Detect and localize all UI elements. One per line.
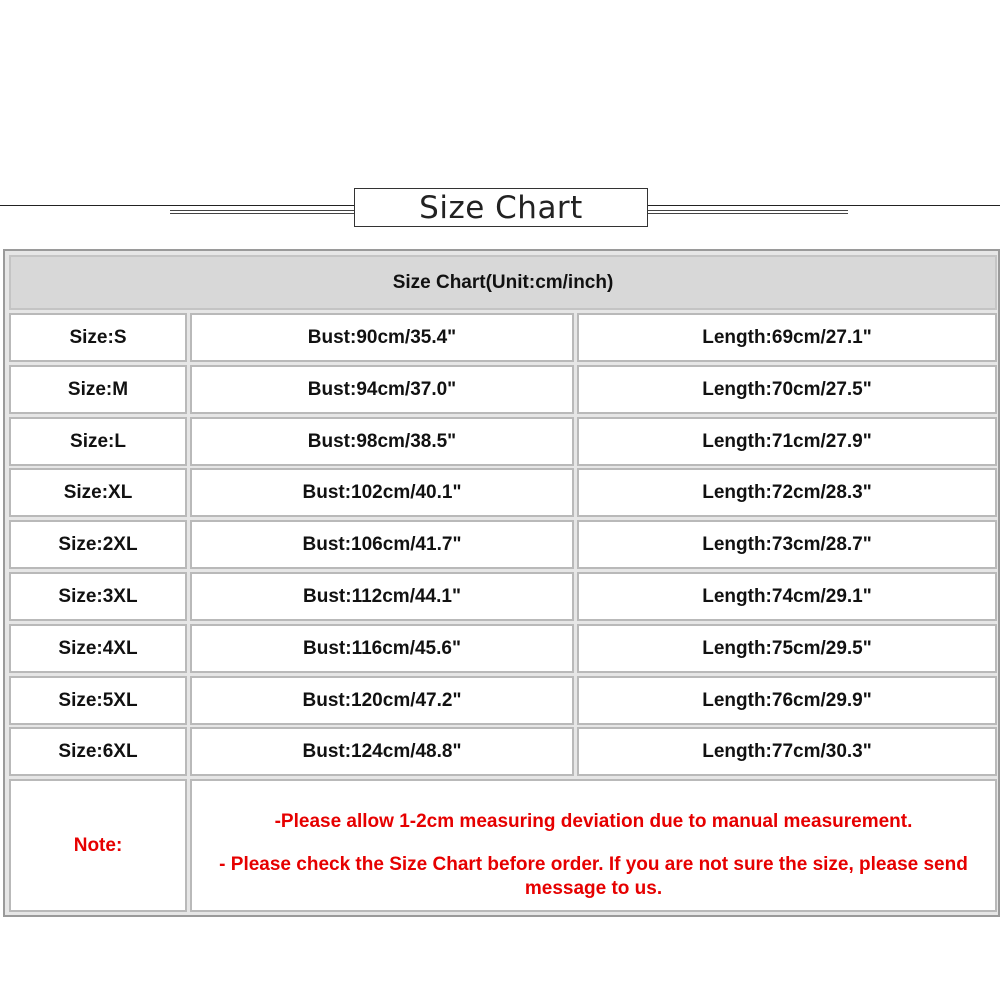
bust-cell: Bust:112cm/44.1": [190, 572, 574, 621]
size-cell: Size:S: [9, 313, 187, 362]
length-cell: Length:74cm/29.1": [577, 572, 997, 621]
note-body: [190, 779, 997, 912]
table-header: Size Chart(Unit:cm/inch): [9, 255, 997, 310]
length-cell: Length:76cm/29.9": [577, 676, 997, 725]
bust-cell: Bust:120cm/47.2": [190, 676, 574, 725]
note-line: -Please allow 1-2cm measuring deviation due to manual measurement.: [274, 811, 913, 832]
length-cell: Length:73cm/28.7": [577, 520, 997, 569]
size-cell: Size:3XL: [9, 572, 187, 621]
page-title: Size Chart: [354, 188, 648, 227]
title-rule-right: [648, 205, 1000, 206]
title-rule-left-inner: [170, 210, 355, 211]
title-rule-left: [0, 205, 355, 206]
title-rule-right-inner: [648, 213, 848, 214]
bust-cell: Bust:124cm/48.8": [190, 727, 574, 776]
bust-cell: Bust:106cm/41.7": [190, 520, 574, 569]
length-cell: Length:71cm/27.9": [577, 417, 997, 466]
size-cell: Size:M: [9, 365, 187, 414]
length-cell: Length:69cm/27.1": [577, 313, 997, 362]
note-line: - Please check the Size Chart before order. If you are not sure the size, please send message to us.: [219, 854, 968, 899]
length-cell: Length:75cm/29.5": [577, 624, 997, 673]
title-rule-left-inner: [170, 213, 355, 214]
size-cell: Size:5XL: [9, 676, 187, 725]
size-cell: Size:2XL: [9, 520, 187, 569]
title-rule-right-inner: [648, 210, 848, 211]
bust-cell: Bust:90cm/35.4": [190, 313, 574, 362]
length-cell: Length:77cm/30.3": [577, 727, 997, 776]
bust-cell: Bust:102cm/40.1": [190, 468, 574, 517]
size-cell: Size:XL: [9, 468, 187, 517]
note-label: Note:: [9, 779, 187, 912]
bust-cell: Bust:116cm/45.6": [190, 624, 574, 673]
bust-cell: Bust:94cm/37.0": [190, 365, 574, 414]
size-cell: Size:4XL: [9, 624, 187, 673]
size-cell: Size:6XL: [9, 727, 187, 776]
length-cell: Length:72cm/28.3": [577, 468, 997, 517]
size-cell: Size:L: [9, 417, 187, 466]
length-cell: Length:70cm/27.5": [577, 365, 997, 414]
bust-cell: Bust:98cm/38.5": [190, 417, 574, 466]
